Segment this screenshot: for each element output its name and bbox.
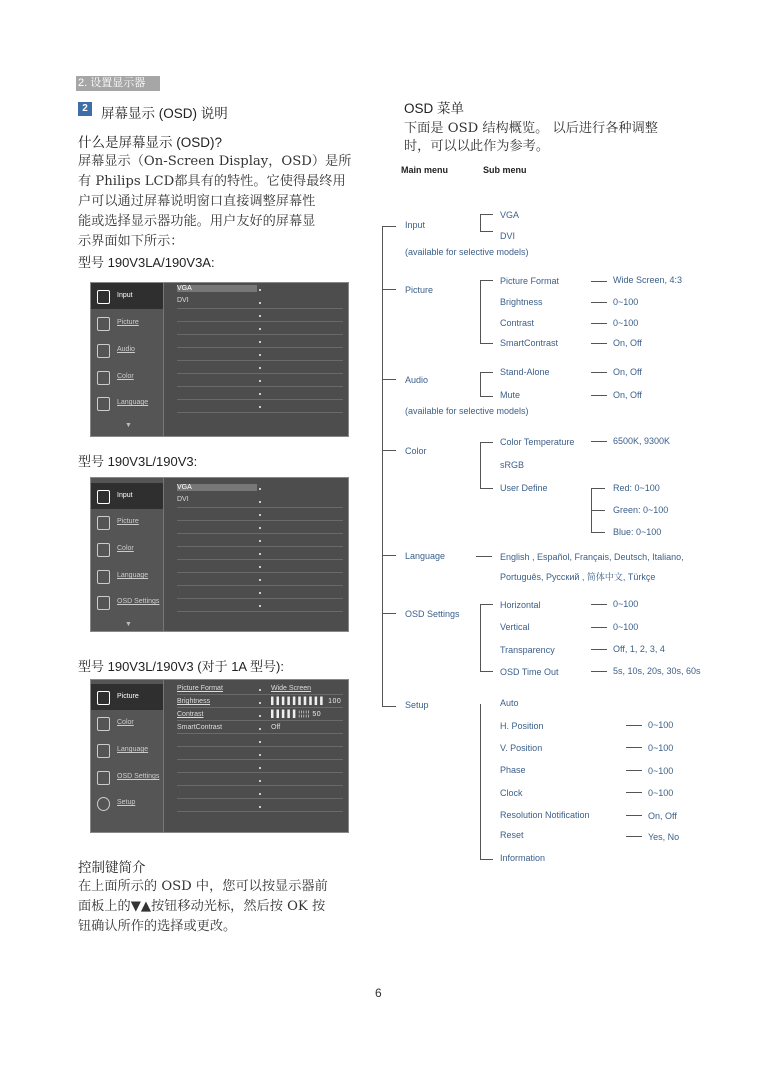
osd-menu-item: Input: [91, 483, 163, 509]
heading-badge: 2: [78, 102, 92, 116]
osd-menu-item: Picture: [91, 684, 163, 710]
picture-icon: [97, 317, 110, 331]
brightness-bar: ▌▌▌▌▌▌▌▌▌▌ 100: [271, 698, 342, 705]
tree-value: Blue: 0~100: [613, 527, 662, 537]
tree-sub: Contrast: [500, 318, 535, 328]
osd-menu-item: Picture: [91, 310, 163, 336]
scroll-down-icon: ▼: [125, 422, 132, 429]
osd-menu-item: Language: [91, 563, 163, 589]
tree-sub: Stand-Alone: [500, 367, 550, 377]
tree-sub: Phase: [500, 765, 526, 775]
tree-value: 0~100: [648, 766, 674, 776]
tree-sub: V. Position: [500, 743, 543, 753]
tree-main-language: Language: [405, 551, 446, 561]
tree-value: On, Off: [613, 367, 642, 377]
tree-main-input: Input: [405, 220, 426, 230]
tree-value: 0~100: [648, 720, 674, 730]
tree-language-line: Português, Русский , 简体中文, Türkçe: [500, 572, 656, 582]
osd-sub-item: VGA: [177, 285, 257, 292]
osd-menu-item: Audio: [91, 337, 163, 363]
picture-icon: [97, 516, 110, 530]
tree-sub: DVI: [500, 231, 516, 241]
input-icon: [97, 490, 110, 504]
language-icon: [97, 397, 110, 411]
tree-main-color: Color: [405, 446, 427, 456]
color-icon: [97, 543, 110, 557]
color-icon: [97, 717, 110, 731]
osd-menu-item: Setup: [91, 790, 163, 816]
tree-value: 0~100: [613, 297, 639, 307]
osd-screenshot-2: [90, 477, 349, 632]
scroll-down-icon: ▼: [125, 621, 132, 628]
tree-sub: Transparency: [500, 645, 555, 655]
section-heading: 屏幕显示 (OSD) 说明: [101, 106, 228, 121]
model-3-title: 型号 190V3L/190V3 (对于 1A 型号):: [78, 659, 284, 674]
tree-value: 6500K, 9300K: [613, 436, 671, 446]
osd-value: Off: [271, 724, 281, 731]
osd-menu-item: Color: [91, 536, 163, 562]
osd-sub-item: VGA: [177, 484, 257, 491]
gear-icon: [97, 797, 110, 811]
model-2-title: 型号 190V3L/190V3:: [78, 454, 198, 469]
tree-value: 0~100: [613, 599, 639, 609]
osd-menu-item: Color: [91, 364, 163, 390]
language-icon: [97, 744, 110, 758]
tree-sub: H. Position: [500, 721, 544, 731]
col-main-header: Main menu: [401, 165, 449, 175]
osd-settings-icon: [97, 771, 110, 785]
controls-title: 控制键简介: [78, 860, 146, 875]
osd-screenshot-1: [90, 282, 349, 437]
osd-menu-title: OSD 菜单: [404, 101, 465, 116]
osd-menu-item: OSD Settings: [91, 589, 163, 615]
picture-icon: [97, 691, 110, 705]
tree-sub: User Define: [500, 483, 548, 493]
tree-value: Off, 1, 2, 3, 4: [613, 644, 665, 654]
tree-main-osd-settings: OSD Settings: [405, 609, 460, 619]
tree-sub: Picture Format: [500, 276, 560, 286]
osd-sub-item: DVI: [177, 297, 189, 304]
tree-sub: SmartContrast: [500, 338, 559, 348]
osd-value: Wide Screen: [271, 685, 312, 692]
color-icon: [97, 371, 110, 385]
tree-value: 0~100: [613, 318, 639, 328]
tree-value: 0~100: [648, 788, 674, 798]
tree-value: 0~100: [613, 622, 639, 632]
tree-sub: Resolution Notification: [500, 810, 590, 820]
tree-value: Yes, No: [648, 832, 680, 842]
tree-language-line: English , Español, Français, Deutsch, Italiano,: [500, 552, 684, 562]
osd-menu-item: OSD Settings: [91, 764, 163, 790]
osd-settings-icon: [97, 596, 110, 610]
input-icon: [97, 290, 110, 304]
tree-value: On, Off: [613, 338, 642, 348]
col-sub-header: Sub menu: [483, 165, 527, 175]
tree-sub: Horizontal: [500, 600, 541, 610]
osd-menu-item: Language: [91, 737, 163, 763]
osd-menu-item: Language: [91, 390, 163, 416]
tree-value: Red: 0~100: [613, 483, 660, 493]
osd-sub-item: Picture Format: [177, 685, 223, 692]
what-is-paragraph: 屏幕显示（On-Screen Display，OSD）是所 有 Philips LCD都具有的特性。它使得最终用 户可以通过屏幕说明窗口直接调整屏幕性 能或选择显示器功能。用户友好的屏幕显 示界面如下所示：: [78, 154, 352, 249]
tree-value: On, Off: [613, 390, 642, 400]
tree-value: 5s, 10s, 20s, 30s, 60s: [613, 666, 701, 676]
controls-paragraph: 在上面所示的 OSD 中，您可以按显示器前 面板上的▼▲按钮移动光标，然后按 OK 按 钮确认所作的选择或更改。: [78, 879, 328, 934]
tree-sub: Color Temperature: [500, 437, 575, 447]
tree-note: (available for selective models): [405, 406, 529, 416]
model-1-title: 型号 190V3LA/190V3A:: [78, 255, 215, 270]
what-is-title: 什么是屏幕显示 (OSD)?: [78, 135, 223, 150]
tree-value: 0~100: [648, 743, 674, 753]
osd-menu-item: Picture: [91, 509, 163, 535]
tree-value: On, Off: [648, 811, 677, 821]
osd-menu-item: Input: [91, 283, 163, 309]
section-tag: 2. 设置显示器: [76, 76, 160, 91]
tree-sub: VGA: [500, 210, 520, 220]
tree-sub: OSD Time Out: [500, 667, 559, 677]
tree-main-picture: Picture: [405, 285, 434, 295]
tree-value: Wide Screen, 4:3: [613, 275, 683, 285]
tree-note: (available for selective models): [405, 247, 529, 257]
tree-sub: Brightness: [500, 297, 543, 307]
contrast-bar: ▌▌▌▌▌¦¦¦¦¦ 50: [271, 711, 322, 718]
language-icon: [97, 570, 110, 584]
tree-value: Green: 0~100: [613, 505, 669, 515]
osd-sub-item: SmartContrast: [177, 724, 223, 731]
osd-screenshot-3: [90, 679, 349, 833]
tree-main-audio: Audio: [405, 375, 429, 385]
tree-sub: Information: [500, 853, 546, 863]
tree-sub: Vertical: [500, 622, 530, 632]
tree-sub: sRGB: [500, 460, 525, 470]
osd-sub-item: DVI: [177, 496, 189, 503]
osd-menu-item: Color: [91, 710, 163, 736]
tree-sub: Auto: [500, 698, 519, 708]
page-number: 6: [375, 986, 382, 1000]
tree-sub: Mute: [500, 390, 521, 400]
tree-sub: Clock: [500, 788, 523, 798]
osd-menu-intro: 下面是 OSD 结构概览。 以后进行各种调整 时，可以以此作为参考。: [404, 121, 658, 154]
osd-sub-item: Brightness: [177, 698, 211, 705]
osd-sub-item: Contrast: [177, 711, 204, 718]
audio-icon: [97, 344, 110, 358]
tree-main-setup: Setup: [405, 700, 429, 710]
tree-sub: Reset: [500, 830, 524, 840]
